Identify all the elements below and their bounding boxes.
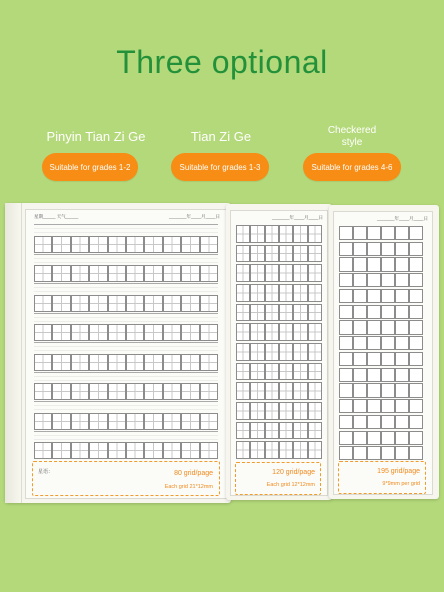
grid-cell [52, 413, 70, 430]
grid-cell [279, 225, 293, 243]
grid-cell [353, 289, 367, 303]
grid-cell [409, 399, 423, 413]
grid-cell [339, 336, 353, 350]
grid-cell [265, 422, 279, 440]
grid-cell [339, 257, 353, 271]
grid-cell [308, 422, 322, 440]
grid-cell [381, 446, 395, 460]
book-binding [5, 203, 22, 503]
grid-cell [339, 368, 353, 382]
grid-cell [293, 382, 307, 400]
grid-cell [308, 343, 322, 361]
notebook-page [230, 210, 328, 496]
grid-cell [367, 368, 381, 382]
grid-cell [339, 383, 353, 397]
grid-cell [381, 273, 395, 287]
grid-cell [126, 354, 144, 371]
grid-cell [126, 236, 144, 253]
grid-cell [250, 363, 264, 381]
grid-cell [339, 242, 353, 256]
grid-cell [200, 265, 218, 282]
grid-cell [200, 442, 218, 459]
grid-cell [52, 442, 70, 459]
grid-cell [144, 295, 162, 312]
grid-cell [381, 383, 395, 397]
grid-cell [71, 354, 89, 371]
grid-cell [293, 441, 307, 459]
grid-cell [236, 304, 250, 322]
grid-cell [108, 383, 126, 400]
grid-cell [71, 324, 89, 341]
grid-cell [353, 226, 367, 240]
grid-cell [181, 265, 199, 282]
grid-cell [293, 245, 307, 263]
grade-pill-3: Suitable for grades 4-6 [303, 153, 401, 181]
grid-cell [236, 245, 250, 263]
grid-size: Each grid 12*12mm [266, 482, 315, 488]
grid-cell [52, 354, 70, 371]
grid-cell [409, 431, 423, 445]
grid-cell [367, 305, 381, 319]
grid-cell [381, 320, 395, 334]
grid-cell [381, 431, 395, 445]
grid-cell [250, 323, 264, 341]
grid-cell [279, 264, 293, 282]
grid-cell [236, 363, 250, 381]
grid-cell [395, 431, 409, 445]
grid-cell [89, 383, 107, 400]
grid-cell [126, 295, 144, 312]
grid-cell [34, 383, 52, 400]
grid-cell [409, 446, 423, 460]
grid-cell [279, 304, 293, 322]
grid-cell [293, 402, 307, 420]
grid-cell [34, 413, 52, 430]
grid-cell [308, 245, 322, 263]
grid-cell [381, 352, 395, 366]
footer-info-box [32, 461, 220, 496]
grid-cell [395, 368, 409, 382]
grid-cell [163, 442, 181, 459]
grid-cell [395, 289, 409, 303]
grid-cell [250, 402, 264, 420]
grid-cell [409, 226, 423, 240]
grid-cell [353, 446, 367, 460]
grid-cell [108, 236, 126, 253]
grid-cell [339, 320, 353, 334]
grid-cell [108, 295, 126, 312]
notebook-checkered [329, 205, 439, 499]
grid-cell [52, 324, 70, 341]
grid-cell [339, 399, 353, 413]
grid-cell [236, 323, 250, 341]
header-weekday-weather: 星期_____ 天气_____ [34, 214, 79, 219]
grid-cell [163, 383, 181, 400]
notebook-page [25, 209, 227, 499]
grid-cell [250, 422, 264, 440]
grid-cell [250, 264, 264, 282]
grid-cell [89, 295, 107, 312]
grid-cell [144, 236, 162, 253]
grid-cell [353, 399, 367, 413]
grid-cell [308, 264, 322, 282]
grid-cell [181, 354, 199, 371]
grid-cell [308, 363, 322, 381]
grid-cell [395, 383, 409, 397]
grid-cell [339, 415, 353, 429]
grid-cell [353, 320, 367, 334]
grid-cell [409, 415, 423, 429]
grid-cell [181, 236, 199, 253]
grid-cell [200, 383, 218, 400]
grid-cell [279, 323, 293, 341]
grid-cell [279, 284, 293, 302]
grid-cell [381, 257, 395, 271]
grid-cell [144, 324, 162, 341]
grid-cell [71, 383, 89, 400]
grid-cell [200, 236, 218, 253]
grid-cell [34, 265, 52, 282]
grid-cell [163, 236, 181, 253]
grid-cell [250, 245, 264, 263]
type-label-tianzige: Tian Zi Ge [190, 129, 252, 144]
grid-cell [367, 431, 381, 445]
grid-cell [52, 265, 70, 282]
grade-pill-1: Suitable for grades 1-2 [42, 153, 138, 181]
page-title: Three optional [116, 44, 328, 80]
grid-cell [236, 382, 250, 400]
footer-info-box [235, 462, 321, 495]
grid-cell [353, 383, 367, 397]
grid-cell [308, 304, 322, 322]
grid-cell [353, 273, 367, 287]
grid-cell [126, 413, 144, 430]
footer-info-box [338, 461, 426, 494]
grid-cell [181, 442, 199, 459]
grid-cell [144, 442, 162, 459]
grid-cell [409, 242, 423, 256]
grid-cell [71, 265, 89, 282]
grid-cell [89, 236, 107, 253]
grid-cell [52, 236, 70, 253]
footer-label: 星语： [38, 469, 54, 475]
notebook-tianzige [226, 204, 332, 500]
grid-cell [200, 295, 218, 312]
grid-cell [89, 324, 107, 341]
grid-cell [279, 422, 293, 440]
grid-cell [395, 226, 409, 240]
notebook-pinyin [5, 203, 231, 503]
grid-cell [265, 245, 279, 263]
grid-cell [71, 442, 89, 459]
grid-cell [279, 245, 293, 263]
grid-cell [381, 226, 395, 240]
grid-cell [353, 352, 367, 366]
grid-cell [265, 284, 279, 302]
grid-cell [163, 413, 181, 430]
grid-cell [181, 413, 199, 430]
grid-cell [353, 257, 367, 271]
grid-cell [108, 265, 126, 282]
tianzige-grid [236, 225, 322, 461]
grid-cell [265, 343, 279, 361]
grid-cell [409, 383, 423, 397]
grid-cell [395, 415, 409, 429]
grid-cell [34, 354, 52, 371]
grid-cell [34, 236, 52, 253]
grid-cell [367, 399, 381, 413]
header-date: _______年____月____日 [376, 216, 428, 221]
grid-cell [250, 441, 264, 459]
grid-cell [409, 352, 423, 366]
grid-cell [236, 284, 250, 302]
grid-cell [250, 343, 264, 361]
grid-size: Each grid 21*12mm [164, 484, 213, 490]
grid-cell [181, 295, 199, 312]
type-label-pinyin: Pinyin Tian Zi Ge [46, 129, 146, 144]
grid-cell [367, 226, 381, 240]
grid-cell [236, 422, 250, 440]
grid-cell [279, 343, 293, 361]
grid-cell [279, 382, 293, 400]
grid-cell [265, 382, 279, 400]
grid-cell [339, 305, 353, 319]
grid-cell [293, 304, 307, 322]
grid-cell [71, 413, 89, 430]
grid-cell [163, 324, 181, 341]
grid-count: 80 grid/page [174, 470, 213, 477]
grid-cell [367, 273, 381, 287]
grid-cell [367, 383, 381, 397]
grid-cell [200, 354, 218, 371]
grid-cell [236, 441, 250, 459]
grid-cell [353, 242, 367, 256]
grid-cell [409, 257, 423, 271]
grid-cell [89, 265, 107, 282]
header-date: _______年____月____日 [271, 215, 323, 220]
grid-cell [34, 442, 52, 459]
grid-cell [367, 352, 381, 366]
grid-cell [395, 399, 409, 413]
grid-cell [409, 320, 423, 334]
grid-cell [126, 442, 144, 459]
grid-cell [163, 265, 181, 282]
grid-cell [381, 305, 395, 319]
grid-cell [409, 273, 423, 287]
grid-cell [108, 413, 126, 430]
grid-cell [293, 284, 307, 302]
pinyin-grid [34, 224, 218, 460]
grid-cell [108, 324, 126, 341]
grid-cell [265, 264, 279, 282]
header-date: _______年____月____日 [168, 214, 220, 219]
grid-cell [353, 368, 367, 382]
grid-cell [181, 383, 199, 400]
grid-cell [265, 323, 279, 341]
grid-cell [367, 336, 381, 350]
grid-cell [353, 415, 367, 429]
grid-cell [367, 257, 381, 271]
grid-cell [381, 289, 395, 303]
grid-cell [381, 415, 395, 429]
grid-cell [367, 446, 381, 460]
grid-cell [339, 431, 353, 445]
grid-cell [293, 343, 307, 361]
grid-cell [89, 442, 107, 459]
grade-pill-2: Suitable for grades 1-3 [171, 153, 269, 181]
grid-cell [265, 441, 279, 459]
grid-cell [89, 413, 107, 430]
grid-cell [395, 257, 409, 271]
grid-cell [108, 354, 126, 371]
grid-cell [293, 422, 307, 440]
grid-cell [200, 413, 218, 430]
grid-cell [250, 284, 264, 302]
grid-cell [353, 305, 367, 319]
grid-cell [353, 336, 367, 350]
grid-count: 120 grid/page [272, 469, 315, 476]
grid-cell [236, 402, 250, 420]
grid-cell [308, 225, 322, 243]
grid-cell [265, 363, 279, 381]
type-label-checkered: Checkered style [327, 125, 377, 148]
checkered-grid [339, 226, 423, 462]
grid-cell [308, 323, 322, 341]
grid-cell [34, 324, 52, 341]
grid-cell [279, 363, 293, 381]
grid-cell [293, 264, 307, 282]
grid-cell [293, 225, 307, 243]
grid-count: 195 grid/page [377, 468, 420, 475]
grid-cell [265, 304, 279, 322]
grid-cell [395, 305, 409, 319]
grid-cell [52, 295, 70, 312]
grid-cell [236, 343, 250, 361]
grid-cell [409, 289, 423, 303]
grid-cell [279, 402, 293, 420]
grid-cell [308, 382, 322, 400]
grid-cell [409, 305, 423, 319]
grid-cell [395, 273, 409, 287]
grid-cell [89, 354, 107, 371]
grid-cell [409, 336, 423, 350]
grid-cell [250, 225, 264, 243]
grid-cell [236, 264, 250, 282]
grid-cell [409, 368, 423, 382]
grid-cell [126, 265, 144, 282]
grid-cell [71, 236, 89, 253]
grid-cell [250, 304, 264, 322]
grid-cell [395, 320, 409, 334]
grid-cell [279, 441, 293, 459]
grid-cell [181, 324, 199, 341]
grid-cell [395, 242, 409, 256]
grid-cell [339, 446, 353, 460]
grid-cell [236, 225, 250, 243]
grid-cell [144, 265, 162, 282]
grid-cell [381, 368, 395, 382]
grid-size: 9*9mm per grid [382, 481, 420, 487]
grid-cell [395, 336, 409, 350]
grid-cell [293, 363, 307, 381]
notebook-page [333, 211, 433, 495]
grid-cell [250, 382, 264, 400]
grid-cell [265, 225, 279, 243]
grid-cell [339, 289, 353, 303]
grid-cell [52, 383, 70, 400]
grid-cell [144, 413, 162, 430]
grid-cell [367, 320, 381, 334]
grid-cell [395, 352, 409, 366]
grid-cell [381, 399, 395, 413]
grid-cell [163, 354, 181, 371]
grid-cell [308, 441, 322, 459]
grid-cell [353, 431, 367, 445]
grid-cell [200, 324, 218, 341]
grid-cell [163, 295, 181, 312]
grid-cell [339, 226, 353, 240]
grid-cell [367, 415, 381, 429]
grid-cell [34, 295, 52, 312]
grid-cell [126, 324, 144, 341]
grid-cell [395, 446, 409, 460]
grid-cell [144, 383, 162, 400]
grid-cell [367, 242, 381, 256]
grid-cell [381, 336, 395, 350]
grid-cell [144, 354, 162, 371]
grid-cell [339, 273, 353, 287]
grid-cell [339, 352, 353, 366]
grid-cell [308, 284, 322, 302]
grid-cell [126, 383, 144, 400]
grid-cell [308, 402, 322, 420]
grid-cell [293, 323, 307, 341]
grid-cell [367, 289, 381, 303]
grid-cell [381, 242, 395, 256]
grid-cell [71, 295, 89, 312]
grid-cell [265, 402, 279, 420]
grid-cell [108, 442, 126, 459]
